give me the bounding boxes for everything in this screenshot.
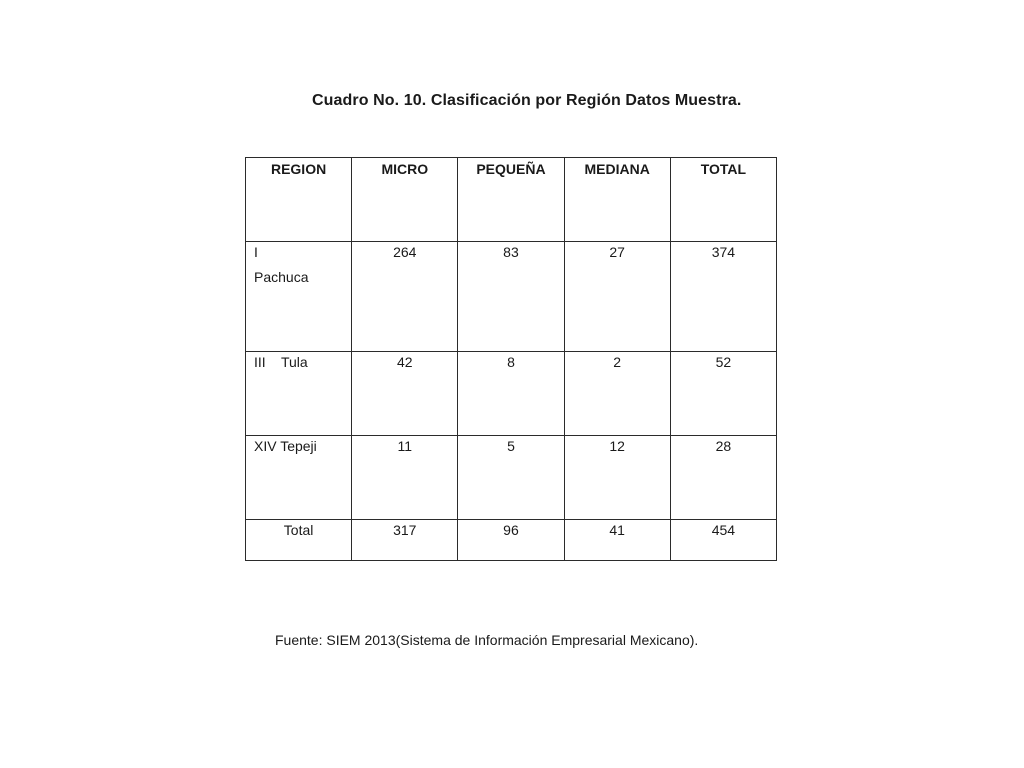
region-number: I <box>254 244 258 260</box>
region-name: XIV Tepeji <box>254 438 317 454</box>
table-header-row <box>246 158 777 242</box>
table-row <box>246 436 777 520</box>
micro-total-cell: 317 <box>352 520 458 561</box>
region-name: Pachuca <box>254 269 309 285</box>
mediana-cell: 2 <box>564 352 670 436</box>
mediana-cell: 27 <box>564 242 670 352</box>
micro-cell: 264 <box>352 242 458 352</box>
total-cell: 374 <box>670 242 776 352</box>
table-row <box>246 242 777 352</box>
header-total: TOTAL <box>670 158 776 242</box>
pequena-cell: 83 <box>458 242 564 352</box>
header-mediana: MEDIANA <box>564 158 670 242</box>
mediana-cell: 12 <box>564 436 670 520</box>
header-pequena: PEQUEÑA <box>458 158 564 242</box>
micro-cell: 11 <box>352 436 458 520</box>
mediana-total-cell: 41 <box>564 520 670 561</box>
table-totals-row <box>246 520 777 561</box>
table-title: Cuadro No. 10. Clasificación por Región Datos Muestra. <box>312 92 742 109</box>
data-table <box>245 157 777 561</box>
pequena-total-cell: 96 <box>458 520 564 561</box>
region-name: III Tula <box>254 354 308 370</box>
grand-total-cell: 454 <box>670 520 776 561</box>
table-row <box>246 352 777 436</box>
pequena-cell: 5 <box>458 436 564 520</box>
total-cell: 28 <box>670 436 776 520</box>
header-region: REGION <box>246 158 352 242</box>
region-cell <box>246 352 352 436</box>
pequena-cell: 8 <box>458 352 564 436</box>
source-note: Fuente: SIEM 2013(Sistema de Información Empresarial Mexicano). <box>275 632 699 648</box>
totals-label: Total <box>246 520 352 561</box>
micro-cell: 42 <box>352 352 458 436</box>
region-cell <box>246 242 352 352</box>
region-cell <box>246 436 352 520</box>
total-cell: 52 <box>670 352 776 436</box>
header-micro: MICRO <box>352 158 458 242</box>
